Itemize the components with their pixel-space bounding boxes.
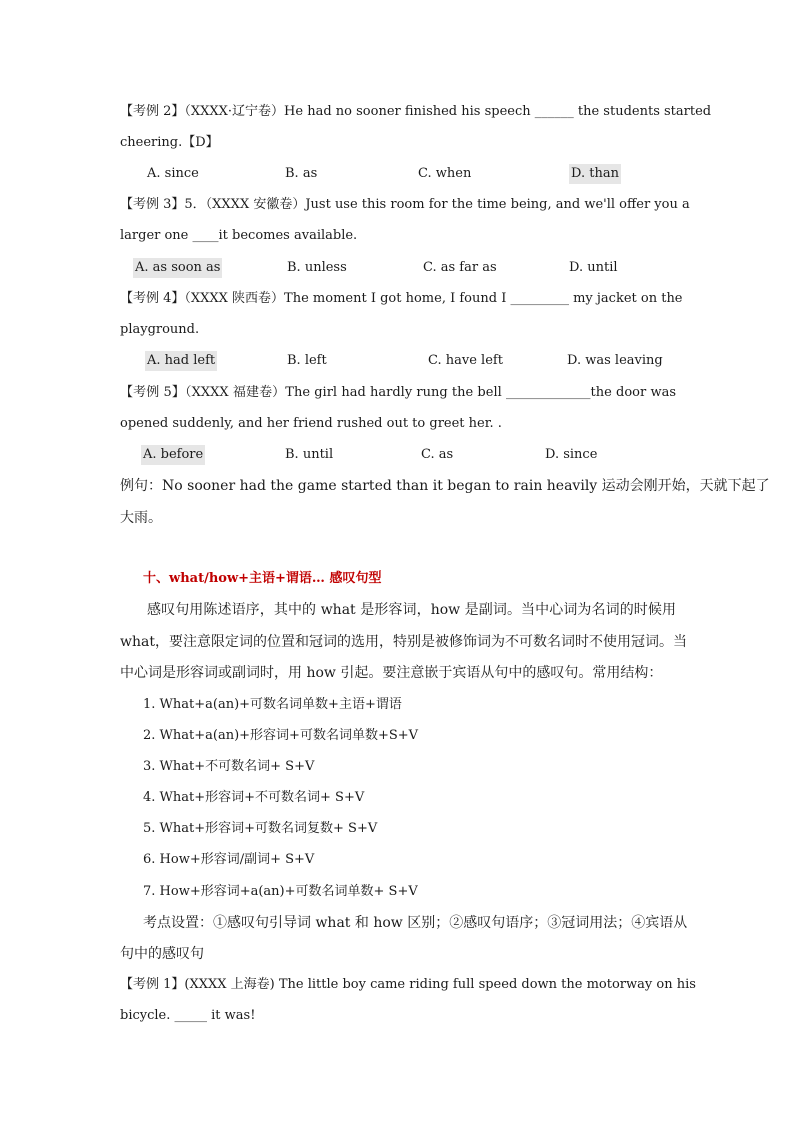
example3-question-line2: larger one ____it becomes available. (120, 228, 358, 243)
example5-option-a-answer: A. before (141, 445, 205, 465)
example3-option-b: B. unless (287, 260, 347, 275)
example4-option-a-answer: A. had left (145, 351, 217, 371)
structure-item-5: 5. What+形容词+可数名词复数+ S+V (143, 821, 378, 836)
example5-option-b: B. until (285, 447, 334, 462)
example4-question-line1: 【考例 4】（XXXX 陕西卷）The moment I got home, I found I _________ my jacket on the (120, 291, 683, 306)
section-paragraph-line3: 中心词是形容词或副词时，用 how 引起。要注意嵌于宾语从句中的感叹句。常用结构： (120, 665, 663, 681)
example2-option-c: C. when (418, 166, 472, 181)
example1-question-line2: bicycle. _____ it was! (120, 1008, 256, 1023)
example5-question-line1: 【考例 5】（XXXX 福建卷）The girl had hardly rung the bell _____________the door was (120, 385, 676, 400)
structure-item-1: 1. What+a(an)+可数名词单数+主语+谓语 (143, 697, 402, 712)
example2-option-d-answer: D. than (569, 164, 621, 184)
example3-option-a-answer: A. as soon as (133, 258, 222, 278)
example3-option-d: D. until (569, 260, 618, 275)
example2-option-a: A. since (147, 166, 199, 181)
test-points-line2: 句中的感叹句 (120, 946, 204, 962)
example4-question-line2: playground. (120, 322, 200, 337)
example4-option-b: B. left (287, 353, 327, 368)
example4-option-c: C. have left (428, 353, 503, 368)
example2-question-line2: cheering.【D】 (120, 135, 219, 150)
example4-option-d: D. was leaving (567, 353, 663, 368)
sample-sentence-line2: 大雨。 (120, 510, 162, 526)
example2-option-b: B. as (285, 166, 318, 181)
test-points-line1: 考点设置：①感叹句引导词 what 和 how 区别；②感叹句语序；③冠词用法；④宾语从 (143, 915, 688, 931)
structure-item-4: 4. What+形容词+不可数名词+ S+V (143, 790, 365, 805)
structure-item-2: 2. What+a(an)+形容词+可数名词单数+S+V (143, 728, 419, 743)
example5-question-line2: opened suddenly, and her friend rushed out to greet her. . (120, 416, 502, 431)
example5-option-d: D. since (545, 447, 598, 462)
section-paragraph-line2: what，要注意限定词的位置和冠词的选用，特别是被修饰词为不可数名词时不使用冠词。当 (120, 634, 687, 650)
structure-item-3: 3. What+不可数名词+ S+V (143, 759, 315, 774)
structure-item-7: 7. How+形容词+a(an)+可数名词单数+ S+V (143, 884, 418, 899)
section-paragraph-line1: 感叹句用陈述语序，其中的 what 是形容词，how 是副词。当中心词为名词的时候用 (147, 602, 676, 618)
structure-item-6: 6. How+形容词/副词+ S+V (143, 852, 315, 867)
example3-option-c: C. as far as (423, 260, 497, 275)
sample-sentence-line1: 例句：No sooner had the game started than it began to rain heavily 运动会刚开始，天就下起了 (120, 478, 770, 494)
example5-option-c: C. as (421, 447, 454, 462)
example3-question-line1: 【考例 3】5．（XXXX 安徽卷）Just use this room for the time being, and we'll offer you a (120, 197, 690, 212)
example1-question-line1: 【考例 1】(XXXX 上海卷) The little boy came riding full speed down the motorway on his (120, 977, 696, 992)
example2-question-line1: 【考例 2】（XXXX·辽宁卷）He had no sooner finished his speech ______ the students started (120, 104, 712, 119)
section-heading: 十、what/how+主语+谓语… 感叹句型 (143, 571, 382, 586)
